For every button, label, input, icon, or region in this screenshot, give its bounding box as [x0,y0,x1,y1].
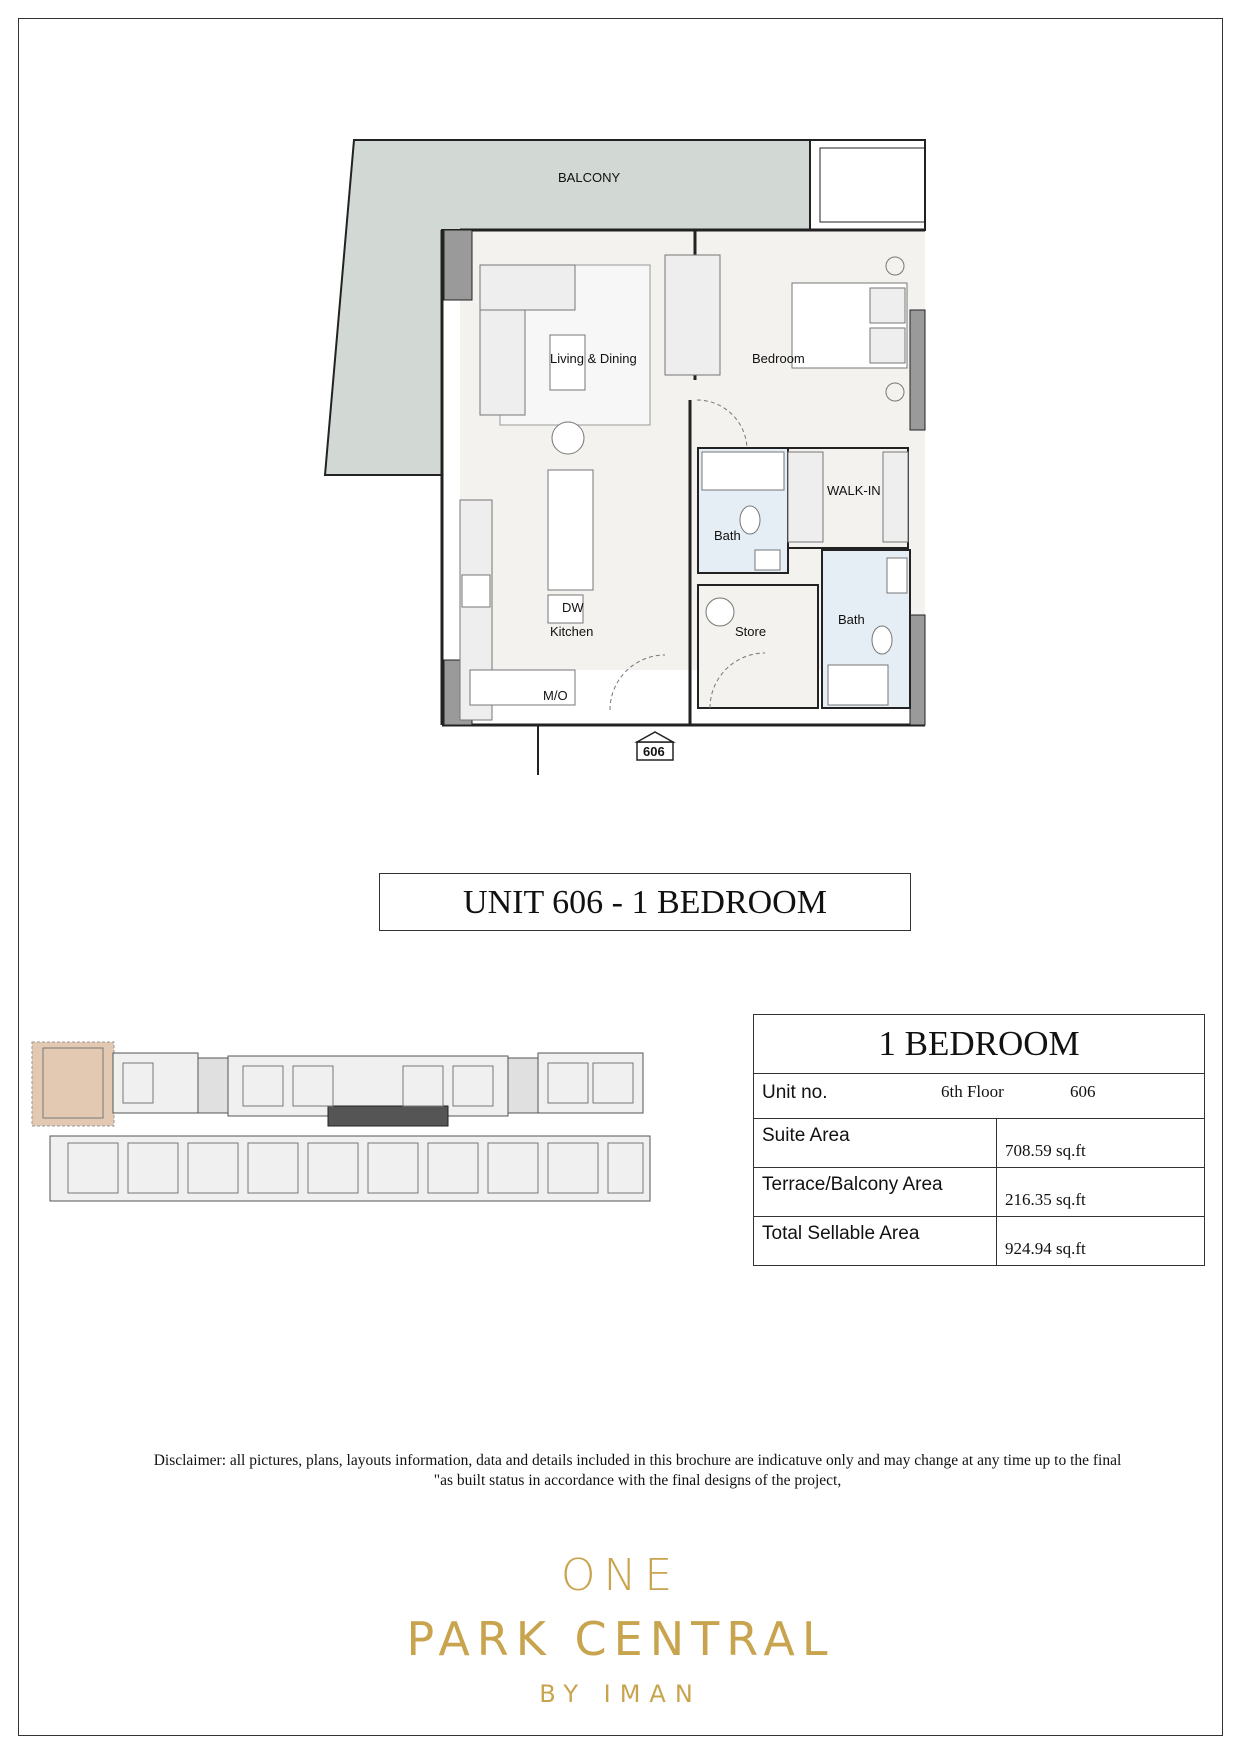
label-balcony: BALCONY [558,170,621,185]
logo-line-park-central: PARK CENTRAL [406,1612,835,1666]
label-mo: M/O [543,688,568,703]
floor-value: 6th Floor [941,1082,1004,1101]
entrance-tag-number: 606 [643,744,665,759]
table-row [754,1217,1205,1266]
column [910,615,925,725]
logo-line-by-iman: BY IMAN [539,1680,702,1708]
disclaimer [60,1451,1215,1491]
unit-label: Unit no. [762,1082,828,1103]
balcony-side-box [810,140,925,230]
armchair [552,422,584,454]
total-area-label: Total Sellable Area [754,1217,997,1266]
label-walkin: WALK-IN [827,483,881,498]
logo-line-one: ONE [560,1550,681,1601]
label-bedroom: Bedroom [752,351,805,366]
label-store: Store [735,624,767,639]
label-living: Living & Dining [550,351,637,366]
key-plan-highlight [32,1042,114,1126]
table-row [754,1168,1205,1217]
area-table [753,1014,1205,1266]
unit-row [754,1074,1205,1119]
suite-area-label: Suite Area [754,1119,997,1168]
column [910,310,925,430]
wardrobe [665,255,720,375]
suite-area-value: 708.59 sq.ft [997,1119,1205,1168]
column [444,230,472,300]
disclaimer-line-1: Disclaimer: all pictures, plans, layouts information, data and details included in this brochure are indicatuve only and may change at any time up to the final [153,1452,1122,1469]
balcony-area-value: 216.35 sq.ft [997,1168,1205,1217]
floor-plan [310,130,930,780]
unit-title: UNIT 606 - 1 BEDROOM [379,873,911,931]
unit-number-value: 606 [1070,1082,1096,1101]
label-bath-2: Bath [838,612,865,627]
kitchen-island [548,470,593,590]
table-row [754,1119,1205,1168]
disclaimer-line-2: "as built status in accordance with the final designs of the project, [433,1472,842,1489]
total-area-value: 924.94 sq.ft [997,1217,1205,1266]
label-kitchen: Kitchen [550,624,594,639]
key-plan [28,1038,728,1218]
balcony-area-label: Terrace/Balcony Area [754,1168,997,1217]
label-bath-1: Bath [714,528,741,543]
label-dw: DW [562,600,584,615]
table-header: 1 BEDROOM [754,1015,1205,1074]
